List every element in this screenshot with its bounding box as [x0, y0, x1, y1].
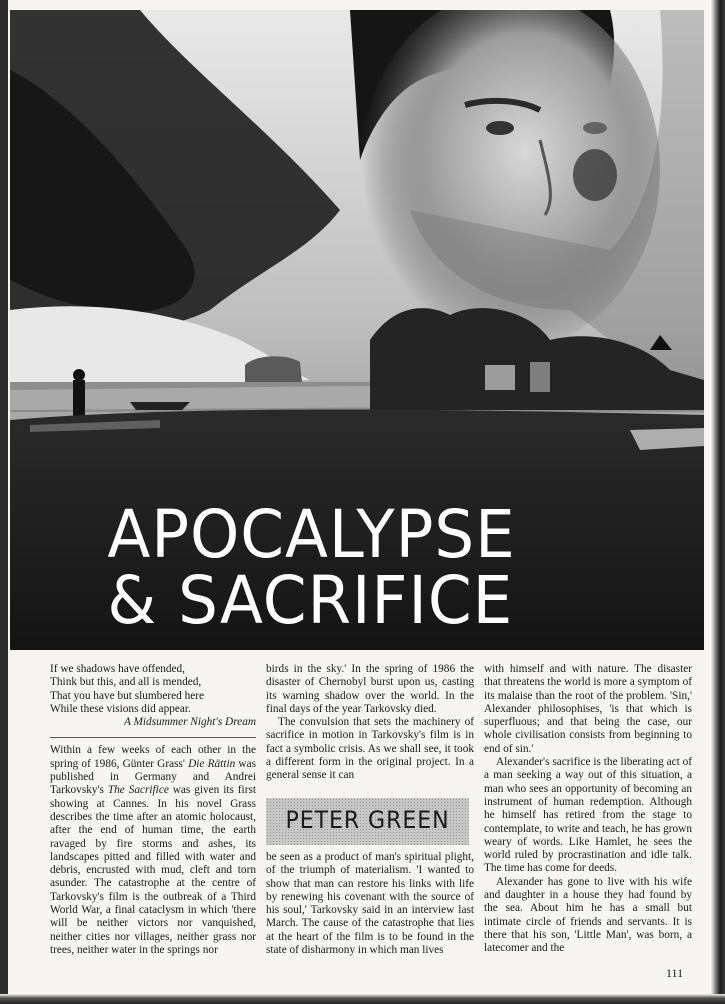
body-paragraph: The convulsion that sets the machinery of sacrifice in motion in Tarkovsky's film is in fact a symbolic crisis. As we shall see, it took a different form in the original project. In a general sense it can	[266, 716, 474, 782]
page-number: 111	[666, 966, 684, 980]
body-paragraph: Alexander has gone to live with his wife and daughter in a house they had found by the sea. About him he has a small but intimate circle of friends and servants. It is there that his son, 'Little Man', was born, a latecomer and the	[484, 875, 692, 955]
scan-edge-bottom	[0, 994, 725, 1004]
byline-box	[266, 798, 469, 845]
body-paragraph: with himself and with nature. The disaster that threatens the world is more a symptom of its malaise than the root of the problem. 'Sin,' Alexander philosophises, 'is that which is superfluous; and that being the case, our whole civilisation consists from beginning to end of sin.'	[484, 663, 692, 755]
body-paragraph: Alexander's sacrifice is the liberating act of a man seeking a way out of this situation, a man who sees an opportunity of becoming an instrument of human redemption. Although he himself has retired from the stage to contemplate, to write and teach, he has grown weary of words. Like Hamlet, he sees the world ruled by procrastination and idle talk. The time has come for deeds.	[484, 756, 692, 875]
body-paragraph: birds in the sky.' In the spring of 1986 the disaster of Chernobyl burst upon us, casting its warning shadow over the world. In the final days of the year Tarkovsky died.	[266, 663, 474, 715]
text-column-1	[50, 663, 256, 957]
scan-edge-left	[0, 0, 8, 1004]
text-column-2	[266, 663, 474, 783]
epigraph-line: That you have but slumbered here	[50, 689, 205, 702]
epigraph	[50, 663, 256, 729]
text-column-3	[484, 663, 692, 956]
scan-edge-right	[711, 0, 725, 1004]
epigraph-divider	[50, 737, 256, 738]
epigraph-attribution: A Midsummer Night's Dream	[123, 716, 256, 729]
epigraph-line: If we shadows have offended,	[50, 663, 185, 675]
body-paragraph: Within a few weeks of each other in the spring of 1986, Günter Grass' Die Rättin was published in Germany and Andrei Tarkovsky's The Sacrifice was given its first showing at Cannes. In his novel Grass describes the time after an atomic holocaust, after the end of human time, the earth ravaged by fire storms and ashes, its landscapes pitted and filled with water and debris, encrusted with mud, cleft and torn asunder. The catastrophe at the centre of Tarkovsky's film is the outbreak of a Third World War, a final cataclysm in which 'there will be neither victors nor vanquished, neither cities nor villages, neither grass nor trees, neither water in the springs nor	[50, 744, 256, 956]
body-paragraph: be seen as a product of man's spiritual plight, of the triumph of materialism. 'I wanted to show that man can restore his links with life by renewing his covenant with the source of his soul,' Tarkovsky said in an interview last March. The cause of the catastrophe that lies at the heart of the film is to be found in the state of disharmony in which man lives	[266, 851, 474, 957]
headline-line-2: & SACRIFICE	[107, 562, 514, 639]
epigraph-line: Think but this, and all is mended,	[50, 676, 202, 689]
text-column-2-continued	[266, 851, 474, 957]
hero-photo	[10, 10, 704, 650]
headline-line-1: APOCALYPSE	[107, 496, 516, 573]
author-byline: PETER GREEN	[285, 806, 450, 834]
epigraph-line: While these visions did appear.	[50, 702, 191, 715]
